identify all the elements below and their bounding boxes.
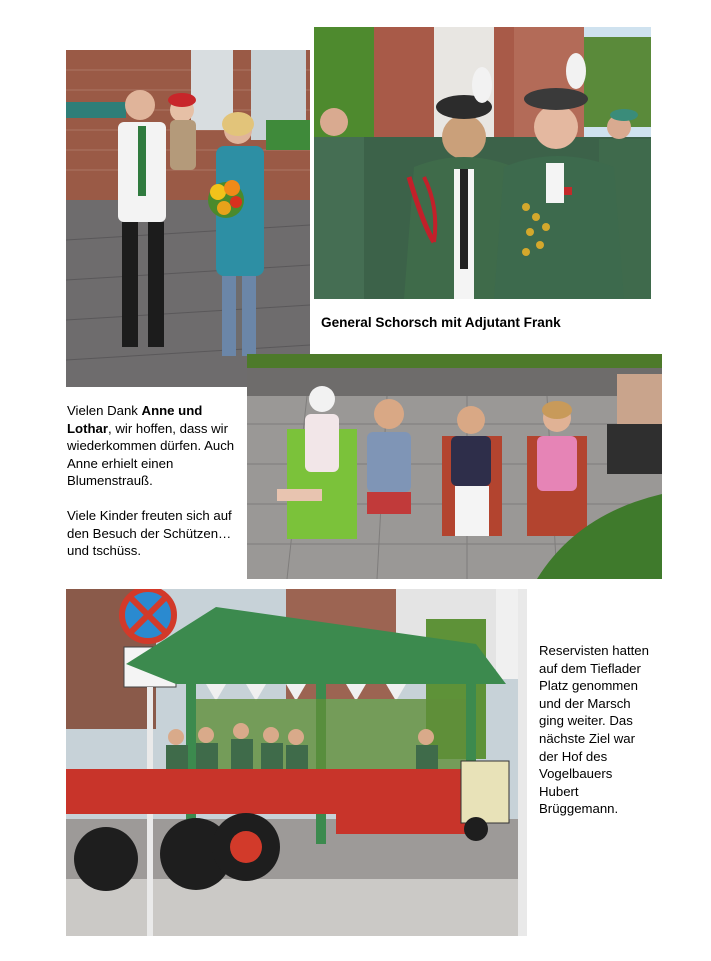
thanks-names: Anne und Lothar (67, 403, 203, 436)
caption-general-adjutant: General Schorsch mit Adjutant Frank (321, 315, 561, 330)
photo-children-on-chairs (247, 354, 662, 579)
paragraph-thanks (67, 402, 235, 490)
text-thanks-and-children (67, 402, 235, 560)
thanks-text-part-1: Vielen Dank (67, 403, 142, 418)
photo-tractor-trailer (66, 589, 527, 936)
thanks-text-part-2: , wir hoffen, dass wir wiederkommen dürfen. Auch Anne erhielt einen Blumenstrauß. (67, 420, 235, 489)
text-reservists: Reservisten hatten auf dem Tieflader Platz genommen und der Marsch ging weiter. Das nächste Ziel war der Hof des Vogelbauers Hubert Brüggemann. (539, 643, 649, 817)
paragraph-children: Viele Kinder freuten sich auf den Besuch der Schützen…und tschüss. (67, 507, 232, 559)
photo-general-and-adjutant (314, 27, 651, 299)
photo-couple-with-flowers (66, 50, 310, 387)
